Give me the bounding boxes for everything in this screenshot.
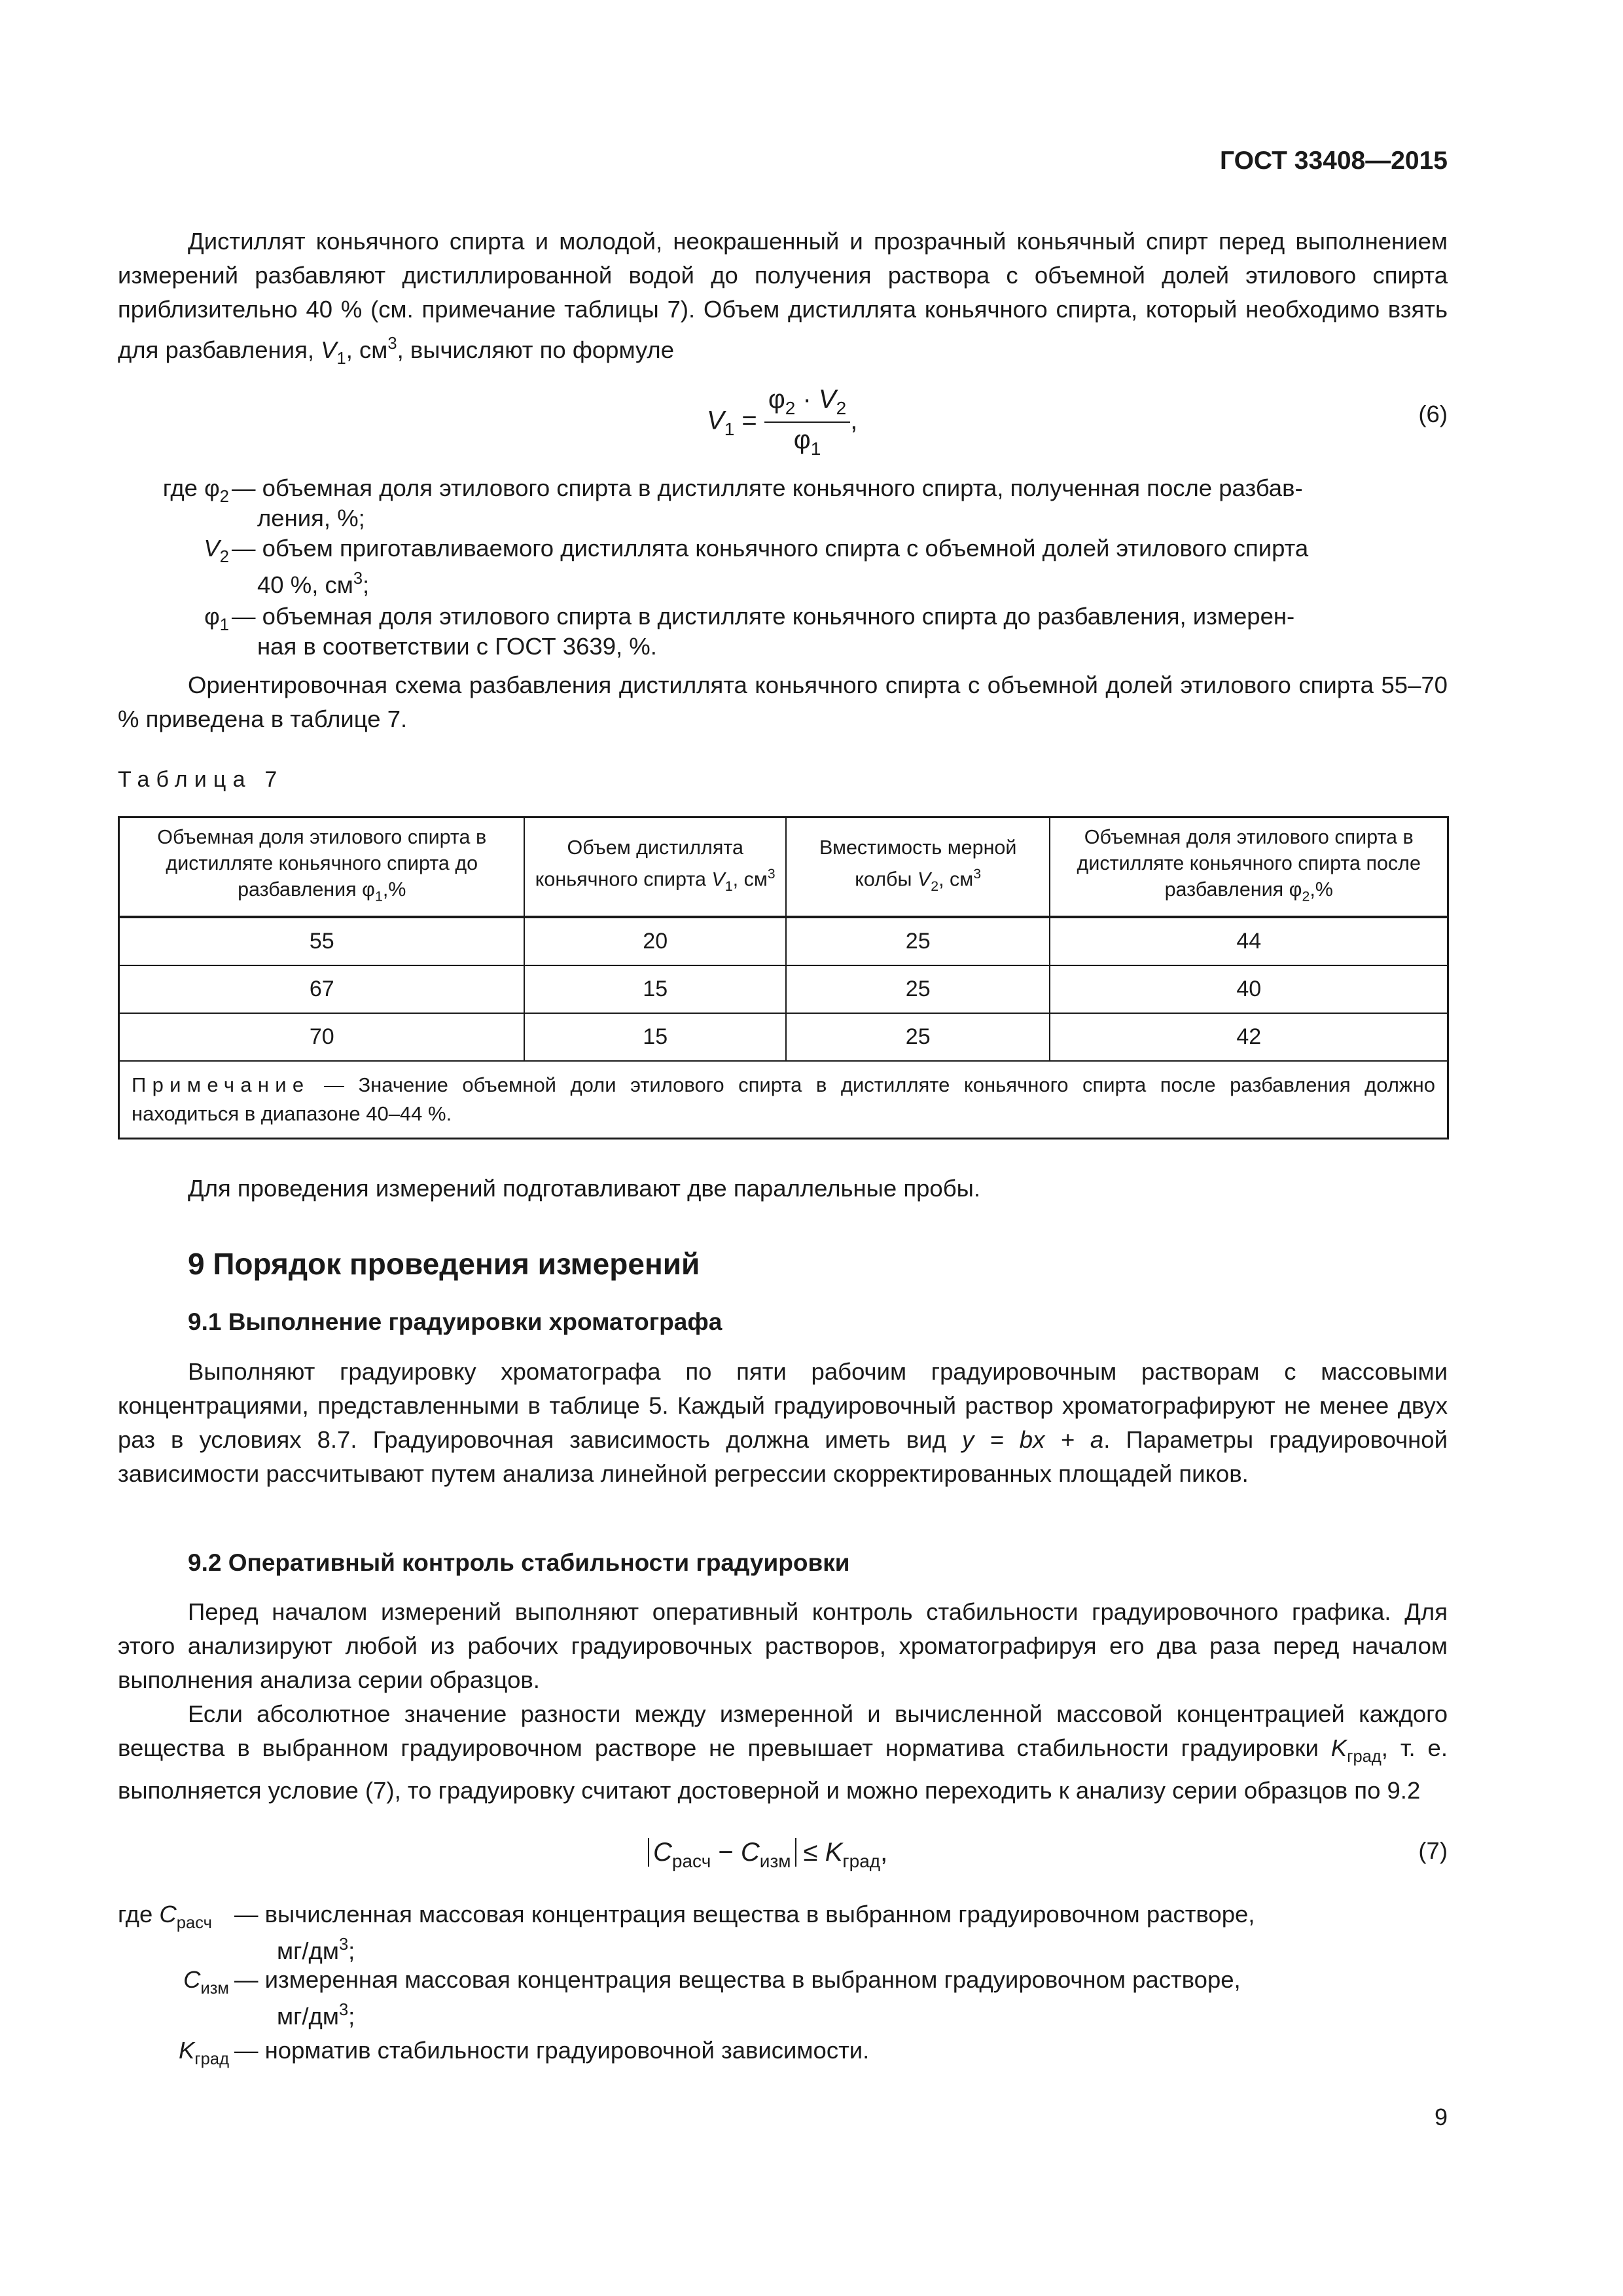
table7-header-cell — [786, 817, 1050, 918]
def6-line2-2: 40 %, см — [257, 571, 353, 599]
s91-text-a: Выполняют градуировку хроматографа по пяти рабочим градуировочным растворам с массовыми концентрациями, представленными в таблице 5. Каждый градуировочный раствор хроматографируют не менее двух раз в условиях 8.7. Градуировочная зависимость должна иметь вид — [118, 1358, 1448, 1453]
def7-prefix: где — [118, 1901, 160, 1928]
s91-formula: y = bx + a — [961, 1426, 1104, 1453]
s92-text2-a: Если абсолютное значение разности между измеренной и вычисленной массовой концентрацией каждого вещества в выбранном градуировочном растворе не превышает норматива стабильности градуировки — [118, 1700, 1448, 1761]
hdr2-sup: 3 — [973, 865, 982, 882]
formula7-le: ≤ — [796, 1838, 825, 1867]
hdr3-sub: 2 — [1302, 888, 1310, 905]
def6-end-2: ; — [363, 571, 370, 599]
hdr0-sub: 1 — [374, 888, 383, 905]
def7-end-2: ; — [348, 2003, 355, 2030]
section-9-2-title: 9.2 Оперативный контроль стабильности градуировки — [188, 1549, 850, 1576]
table-cell: 25 — [786, 965, 1050, 1013]
table7-header-cell — [1050, 817, 1448, 918]
formula7-k: K — [825, 1838, 843, 1867]
def7-item-1-symbol — [118, 1899, 236, 1938]
def6-item-3-text: — объемная доля этилового спирта в дистилляте коньячного спирта до разбавления, измерен- — [232, 603, 1295, 630]
def7-sym-1: C — [159, 1901, 177, 1928]
formula7-a: C — [653, 1838, 672, 1867]
def7-item-3-text: — норматив стабильности градуировочной зависимости. — [234, 2037, 870, 2064]
def7-sup-1: 3 — [338, 1935, 349, 1954]
table-cell: 25 — [786, 917, 1050, 965]
formula6-den-sub: 1 — [810, 438, 821, 459]
table-cell: 20 — [524, 917, 785, 965]
formula7-number: (7) — [1418, 1837, 1448, 1864]
def7-sym-2: C — [183, 1966, 201, 1993]
s91-text-b: . Параметры градуировочной зависимости рассчитывают путем анализа линейной регрессии скорректированных площадей пиков. — [118, 1426, 1448, 1487]
formula7-b-sub: изм — [759, 1850, 791, 1871]
hdr0-tail: ,% — [382, 878, 406, 901]
hdr1-tail: , см — [732, 868, 768, 891]
def6-item-1-text2: ления, %; — [257, 505, 365, 531]
table-row — [119, 917, 1448, 965]
hdr3-text: Объемная доля этилового спирта в дистилляте коньячного спирта после разбавления φ — [1077, 826, 1421, 901]
formula6-num-b-sub: 2 — [836, 397, 847, 418]
table7-header-cell — [524, 817, 785, 918]
formula7-definitions — [118, 1899, 1448, 2089]
s92-text2-var: K — [1330, 1734, 1347, 1761]
table7-header-cell — [119, 817, 525, 918]
scheme-paragraph: Ориентировочная схема разбавления дистиллята коньячного спирта с объемной долей этилового спирта 55–70 % приведена в таблице 7. — [118, 672, 1448, 732]
table7-note — [119, 1061, 1448, 1139]
hdr1-sub: 1 — [724, 878, 733, 895]
def7-line2-1: мг/дм — [277, 1937, 339, 1965]
formula6-number: (6) — [1418, 401, 1448, 427]
def7-sub-3: град — [194, 2049, 229, 2068]
def6-item-2-text2 — [257, 564, 369, 600]
intro-paragraph — [118, 224, 1448, 376]
def7-end-1: ; — [348, 1937, 355, 1965]
def7-sym-3: K — [179, 2037, 195, 2064]
def7-item-2-symbol — [118, 1965, 229, 2003]
def6-item-1-symbol — [118, 473, 229, 512]
table-row — [119, 1013, 1448, 1061]
def6-item-2-text: — объем приготавливаемого дистиллята коньячного спирта с объемной долей этилового спирта — [232, 535, 1309, 562]
formula7-k-sub: град — [842, 1850, 881, 1871]
formula6-lhs-sub: 1 — [724, 419, 735, 440]
table-cell: 67 — [119, 965, 525, 1013]
formula6-denominator — [764, 423, 850, 459]
def6-item-1-text — [232, 473, 1448, 503]
hdr2-var: V — [917, 868, 931, 891]
formula7-abs — [648, 1838, 796, 1871]
section-9-2-paragraph-2 — [118, 1697, 1448, 1808]
table-cell: 55 — [119, 917, 525, 965]
table-cell: 70 — [119, 1013, 525, 1061]
table7-note-text: — Значение объемной доли этилового спирта в дистилляте коньячного спирта после разбавления должно находиться в диапазоне 40–44 %. — [132, 1073, 1435, 1125]
def7-item-2-text: — измеренная массовая концентрация вещества в выбранном градуировочном растворе, — [234, 1966, 1241, 1993]
def6-item-3-text2: ная в соответствии с ГОСТ 3639, %. — [257, 633, 657, 660]
formula7-minus: − — [711, 1838, 741, 1867]
formula7-a-sub: расч — [671, 1850, 711, 1871]
section-9-2-paragraph-1: Перед началом измерений выполняют оперативный контроль стабильности градуировочного графика. Для этого анализируют любой из рабочих градуировочных растворов, хроматографируя его два раза перед началом выполнения анализа серии образцов. — [118, 1598, 1448, 1693]
intro-var: V — [321, 336, 337, 364]
def7-sup-2: 3 — [338, 2001, 349, 2019]
section-9-title: 9 Порядок проведения измерений — [188, 1247, 700, 1281]
intro-unit-sup: 3 — [387, 334, 397, 353]
def6-sym-1: φ — [204, 475, 220, 501]
formula6-num-a: φ — [768, 385, 785, 414]
hdr1-text: Объем дистиллята коньячного спирта — [535, 836, 743, 891]
table-7 — [118, 816, 1449, 1139]
table7-note-label: Примечание — [132, 1073, 310, 1096]
def6-item-2-symbol — [118, 533, 229, 572]
hdr1-sup: 3 — [767, 865, 776, 882]
def6-sub-2: 2 — [219, 547, 229, 566]
def7-sub-2: изм — [200, 1979, 229, 1998]
def6-prefix: где — [162, 475, 205, 501]
hdr1-var: V — [711, 868, 725, 891]
s92-text2-b: , т. е. выполняется условие (7), то градуировку считают достоверной и можно переходить к анализу серии образцов по 9.2 — [118, 1734, 1448, 1804]
def7-item-3-symbol — [118, 2036, 229, 2074]
section-9-1-paragraph — [118, 1355, 1448, 1491]
def6-line1-1: — объемная доля этилового спирта в дистилляте коньячного спирта, полученная после разбав- — [232, 475, 1303, 501]
table7-note-row — [119, 1061, 1448, 1139]
formula6-definitions — [118, 473, 1448, 663]
intro-tail: , вычисляют по формуле — [397, 336, 675, 364]
def7-item-2-text2 — [277, 1995, 355, 2032]
parallel-samples-paragraph: Для проведения измерений подготавливают две параллельные пробы. — [188, 1175, 980, 1202]
formula6-trail: , — [850, 406, 858, 435]
table7-caption: Таблица 7 — [118, 767, 284, 792]
formula6-num-a-sub: 2 — [785, 397, 796, 418]
table-cell: 25 — [786, 1013, 1050, 1061]
formula7-b: C — [740, 1838, 760, 1867]
page-number: 9 — [1434, 2104, 1448, 2130]
def7-sub-1: расч — [176, 1913, 212, 1932]
formula6-den: φ — [793, 425, 811, 454]
table-cell: 15 — [524, 965, 785, 1013]
def6-sym-2: V — [204, 535, 220, 562]
formula6-lhs: V — [707, 406, 724, 435]
intro-text: Дистиллят коньячного спирта и молодой, неокрашенный и прозрачный коньячный спирт перед выполнением измерений разбавляют дистиллированной водой до получения раствора с объемной долей этилового спирта приблизительно 40 % (см. примечание таблицы 7). Объем дистиллята коньячного спирта, который необходимо взять для разбавления, — [118, 228, 1448, 364]
def7-item-1-text2 — [277, 1929, 355, 1966]
formula6-fraction — [764, 385, 850, 459]
formula-7 — [648, 1838, 887, 1872]
formula6-numerator — [764, 385, 850, 423]
def6-sup-2: 3 — [353, 569, 363, 588]
table-cell: 40 — [1050, 965, 1448, 1013]
hdr2-tail: , см — [938, 868, 974, 891]
standard-header: ГОСТ 33408—2015 — [1220, 147, 1448, 175]
def7-line2-2: мг/дм — [277, 2003, 339, 2030]
def6-sub-3: 1 — [219, 615, 229, 634]
table7-header-row — [119, 817, 1448, 918]
formula7-trail: , — [880, 1838, 888, 1867]
table-cell: 44 — [1050, 917, 1448, 965]
table-cell: 15 — [524, 1013, 785, 1061]
def6-item-3-symbol — [118, 601, 229, 640]
def7-item-1-text: — вычисленная массовая концентрация вещества в выбранном градуировочном растворе, — [234, 1901, 1255, 1928]
formula6-eq: = — [734, 406, 764, 435]
table-cell: 42 — [1050, 1013, 1448, 1061]
s92-text2-sub: град — [1347, 1747, 1382, 1766]
hdr2-text: Вместимость мерной колбы — [819, 836, 1017, 891]
formula-6 — [707, 385, 857, 459]
def6-sub-1: 2 — [219, 487, 229, 506]
hdr2-sub: 2 — [931, 878, 939, 895]
intro-var-sub: 1 — [336, 349, 346, 368]
section-9-1-title: 9.1 Выполнение градуировки хроматографа — [188, 1308, 722, 1335]
formula6-num-dot: · — [795, 385, 819, 414]
formula6-num-b: V — [818, 385, 836, 414]
intro-unit: , см — [346, 336, 388, 364]
hdr0-text: Объемная доля этилового спирта в дистилляте коньячного спирта до разбавления φ — [157, 826, 487, 901]
def6-sym-3: φ — [204, 603, 220, 630]
hdr3-tail: ,% — [1310, 878, 1333, 901]
table-row — [119, 965, 1448, 1013]
